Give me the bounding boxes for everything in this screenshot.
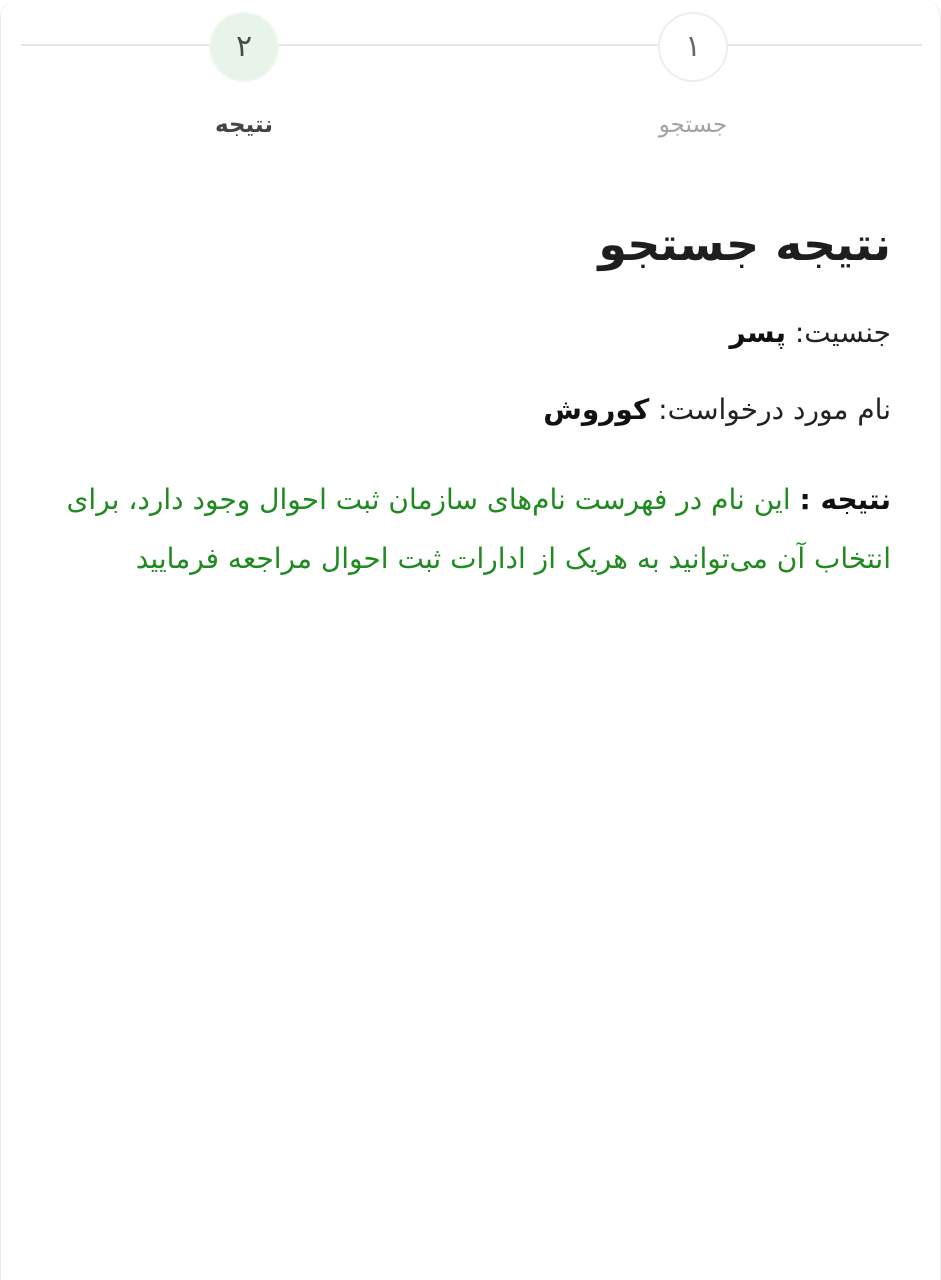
page-title: نتیجه جستجو: [598, 217, 891, 271]
gender-value: پسر: [729, 315, 786, 349]
result-text: این نام در فهرست نام‌های سازمان ثبت احوال وجود دارد، برای انتخاب آن می‌توانید به هریک از ادارات ثبت احوال مراجعه فرمایید: [66, 483, 891, 576]
step-label-result: نتیجه: [215, 112, 273, 138]
step-label-search: جستجو: [658, 112, 728, 138]
stepper: [1, 0, 941, 170]
step-result[interactable]: [174, 12, 314, 140]
step-search[interactable]: [623, 12, 763, 140]
gender-label: جنسیت:: [794, 315, 891, 349]
result-content: [61, 218, 891, 588]
step-number-2: ۲: [209, 12, 279, 82]
step-number-1: ۱: [658, 12, 728, 82]
result-label: نتیجه :: [799, 483, 891, 517]
result-message: [61, 470, 891, 588]
name-row: [61, 391, 891, 429]
name-label: نام مورد درخواست:: [658, 392, 891, 426]
stepper-line: [21, 44, 922, 46]
name-value: کوروش: [543, 392, 650, 426]
gender-row: [61, 314, 891, 352]
